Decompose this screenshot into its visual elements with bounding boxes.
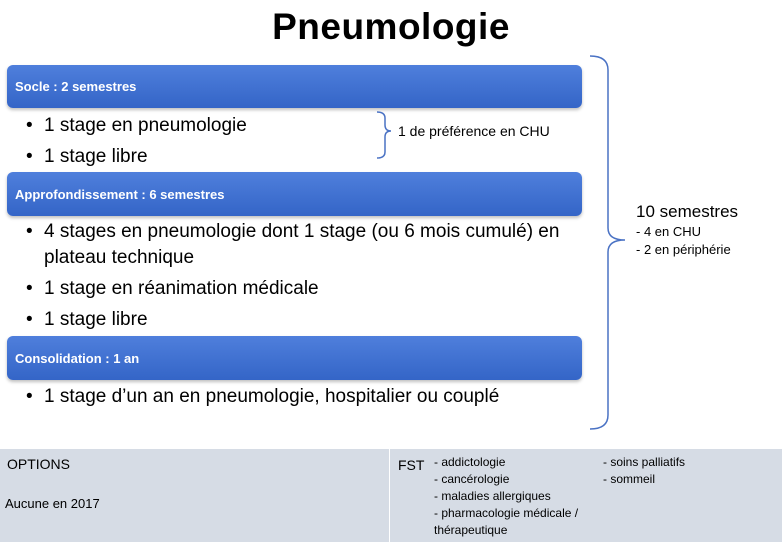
total-chu: - 4 en CHU xyxy=(636,224,702,239)
list-item: • 4 stages en pneumologie dont 1 stage (ou 6 mois cumulé) en plateau technique xyxy=(26,219,564,271)
list-item: - maladies allergiques xyxy=(434,489,551,503)
socle-bracket xyxy=(377,112,391,158)
list-item: • 1 stage en pneumologie xyxy=(26,113,247,139)
list-item: - addictologie xyxy=(434,455,506,469)
list-item: • 1 stage d’un an en pneumologie, hospitalier ou couplé xyxy=(26,384,499,410)
total-peripherie: - 2 en périphérie xyxy=(636,242,731,257)
list-item: • 1 stage en réanimation médicale xyxy=(26,276,564,302)
list-item: - pharmacologie médicale / xyxy=(434,506,579,520)
page-title: Pneumologie xyxy=(272,6,510,47)
socle-chu-note: 1 de préférence en CHU xyxy=(398,123,550,139)
fst-list-col1 xyxy=(434,454,594,539)
list-item: - cancérologie xyxy=(434,472,510,486)
list-item: - sommeil xyxy=(603,472,656,486)
phase-band-approfondissement: Approfondissement : 6 semestres xyxy=(7,172,582,216)
bottom-divider xyxy=(389,449,390,542)
phase-band-consolidation: Consolidation : 1 an xyxy=(7,336,582,380)
list-item: • 1 stage libre xyxy=(26,144,247,170)
total-semesters: 10 semestres xyxy=(636,202,739,221)
total-bracket xyxy=(590,56,625,429)
fst-label: FST xyxy=(398,457,425,473)
list-item: thérapeutique xyxy=(434,523,508,537)
list-item: - soins palliatifs xyxy=(603,455,686,469)
options-value: Aucune en 2017 xyxy=(5,496,100,511)
total-note xyxy=(636,201,738,259)
list-item: • 1 stage libre xyxy=(26,307,564,333)
fst-list-col2 xyxy=(603,454,773,488)
phase-band-socle: Socle : 2 semestres xyxy=(7,65,582,108)
options-title: OPTIONS xyxy=(7,456,71,472)
